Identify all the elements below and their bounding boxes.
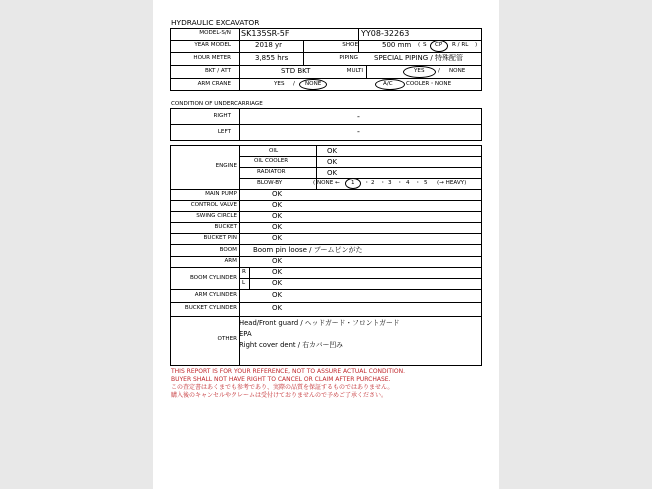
bucket-value: OK bbox=[272, 223, 283, 231]
boom-cylinder-label: BOOM CYLINDER bbox=[189, 275, 237, 281]
piping-value: SPECIAL PIPING / 特殊配管 bbox=[374, 54, 463, 62]
blowby-none: ( NONE ← bbox=[313, 180, 340, 186]
shoe-value: 500 mm bbox=[382, 41, 412, 49]
ac-value: A/C bbox=[383, 81, 393, 87]
multi-yes: YES bbox=[414, 68, 425, 74]
disclaimer-line-3: この査定書はあくまでも参考であり、実際の品質を保証するものではありません。 bbox=[171, 384, 394, 391]
main-pump-value: OK bbox=[272, 190, 283, 198]
oil-label: OIL bbox=[269, 148, 279, 154]
shoe-label: SHOE bbox=[342, 42, 358, 48]
bucket-label: BUCKET bbox=[214, 224, 237, 230]
arm-value: OK bbox=[272, 257, 283, 265]
blowby-heavy: (→ HEAVY) bbox=[437, 180, 467, 186]
blowby-2: 2 bbox=[371, 180, 375, 186]
other-line-1: Head/Front guard / ヘッドガード・フロントガード bbox=[239, 319, 400, 327]
undercarriage-heading: CONDITION OF UNDERCARRIAGE bbox=[171, 101, 263, 107]
other-label: OTHER bbox=[217, 336, 237, 342]
radiator-value: OK bbox=[327, 169, 338, 177]
left-label: LEFT bbox=[217, 129, 231, 135]
piping-label: PIPING bbox=[339, 55, 358, 61]
model-value: SK135SR-5F bbox=[241, 29, 290, 38]
arm-crane-label: ARM CRANE bbox=[197, 81, 231, 87]
arm-crane-none: NONE bbox=[305, 81, 322, 87]
disclaimer-line-1: THIS REPORT IS FOR YOUR REFERENCE, NOT TO ASSURE ACTUAL CONDITION. bbox=[171, 368, 405, 375]
disclaimer-line-2: BUYER SHALL NOT HAVE RIGHT TO CANCEL OR CLAIM AFTER PURCHASE. bbox=[171, 376, 391, 383]
main-pump-label: MAIN PUMP bbox=[205, 191, 237, 197]
bkt-label: BKT / ATT bbox=[204, 68, 231, 74]
arm-cylinder-value: OK bbox=[272, 291, 283, 299]
other-line-3: Right cover dent / 右カバー凹み bbox=[239, 341, 343, 349]
boom-cylinder-r-label: R bbox=[242, 269, 246, 275]
blowby-1: 1 bbox=[351, 180, 355, 186]
bucket-cylinder-value: OK bbox=[272, 304, 283, 312]
radiator-label: RADIATOR bbox=[257, 169, 286, 175]
multi-label: MULTI bbox=[346, 68, 363, 74]
shoe-cp-circle bbox=[430, 40, 448, 52]
arm-crane-yes: YES bbox=[274, 81, 285, 87]
right-value: - bbox=[357, 112, 360, 121]
oil-value: OK bbox=[327, 147, 338, 155]
multi-none: NONE bbox=[449, 68, 466, 74]
shoe-option-s: S bbox=[423, 42, 427, 48]
cooler-value: COOLER・NONE bbox=[406, 81, 452, 87]
blowby-3: 3 bbox=[388, 180, 392, 186]
arm-cylinder-label: ARM CYLINDER bbox=[194, 292, 237, 298]
disclaimer-line-4: 購入後のキャンセルやクレームは受付けておりませんので予めご了承ください。 bbox=[171, 392, 388, 399]
engine-label: ENGINE bbox=[215, 163, 237, 169]
year-value: 2018 yr bbox=[255, 41, 283, 49]
swing-circle-label: SWING CIRCLE bbox=[196, 213, 237, 219]
model-sn-label: MODEL-S/N bbox=[199, 30, 231, 36]
shoe-option-cp: CP bbox=[435, 42, 443, 48]
boom-cylinder-l-label: L bbox=[242, 280, 246, 286]
arm-label: ARM bbox=[224, 258, 237, 264]
bucket-pin-value: OK bbox=[272, 234, 283, 242]
bkt-value: STD BKT bbox=[281, 67, 311, 75]
control-valve-label: CONTROL VALVE bbox=[190, 202, 237, 208]
boom-label: BOOM bbox=[219, 247, 237, 253]
report-title: HYDRAULIC EXCAVATOR bbox=[171, 18, 260, 27]
bucket-pin-label: BUCKET PIN bbox=[203, 235, 237, 241]
oil-cooler-value: OK bbox=[327, 158, 338, 166]
right-label: RIGHT bbox=[213, 113, 231, 119]
bucket-cylinder-label: BUCKET CYLINDER bbox=[184, 305, 237, 311]
swing-circle-value: OK bbox=[272, 212, 283, 220]
boom-value: Boom pin loose / ブームピンがた bbox=[253, 246, 363, 254]
blowby-5: 5 bbox=[424, 180, 428, 186]
blowby-label: BLOW-BY bbox=[257, 180, 283, 186]
other-line-2: EPA bbox=[239, 330, 252, 338]
serial-value: YY08-32263 bbox=[361, 29, 410, 38]
year-label: YEAR MODEL bbox=[194, 42, 231, 48]
blowby-4: 4 bbox=[406, 180, 410, 186]
left-value: - bbox=[357, 127, 360, 136]
hour-value: 3,855 hrs bbox=[255, 54, 289, 62]
control-valve-value: OK bbox=[272, 201, 283, 209]
oil-cooler-label: OIL COOLER bbox=[254, 158, 289, 164]
shoe-option-r: R / RL bbox=[452, 42, 469, 48]
boom-cylinder-l-value: OK bbox=[272, 279, 283, 287]
boom-cylinder-r-value: OK bbox=[272, 268, 283, 276]
report-sheet: HYDRAULIC EXCAVATOR MODEL-S/N SK135SR-5F YY08-32263 YEAR MODEL 2018 yr SHOE 500 mm ( S CP R / RL ) HOUR METER 3,855 hrs PIPING SPECIAL PIPING / 特殊配管 BKT / ATT STD BKT MULTI YES / NONE ARM CRANE YES / NONE A/C COOLER・NONE CONDITION OF UNDERCARRIAGE RIGHT - LEFT - ENGINE OIL OK OIL COOLER OK RADIATOR OK BLOW-BY ( NONE ← 1 ・ 2 ・ 3 ・ 4 ・ 5 (→ HEAVY) MAIN PUMP OK CONTROL VALVE OK SWING CIRCLE OK BUCKET OK BUCKET PIN OK BOOM Boom pin loose / ブームピンがた ARM OK BOOM CYLINDER R OK L OK ARM CYLINDER OK BUCKET CYLINDER OK OTHER Head/Front guard / ヘッドガード・フロントガード EPA Right cover dent / 右カバー凹み THIS REPORT IS FOR YOUR REFERENCE, NOT TO ASSURE ACTUAL CONDITION. BUYER SHALL NOT HAVE RIGHT TO CANCEL OR CLAIM AFTER PURCHASE. この査定書はあくまでも参考であり、実際の品質を保証するものではありません。 購入後のキャンセルやクレームは受付けておりませんので予めご了承ください。 bbox=[153, 0, 499, 489]
hour-label: HOUR METER bbox=[193, 55, 231, 61]
